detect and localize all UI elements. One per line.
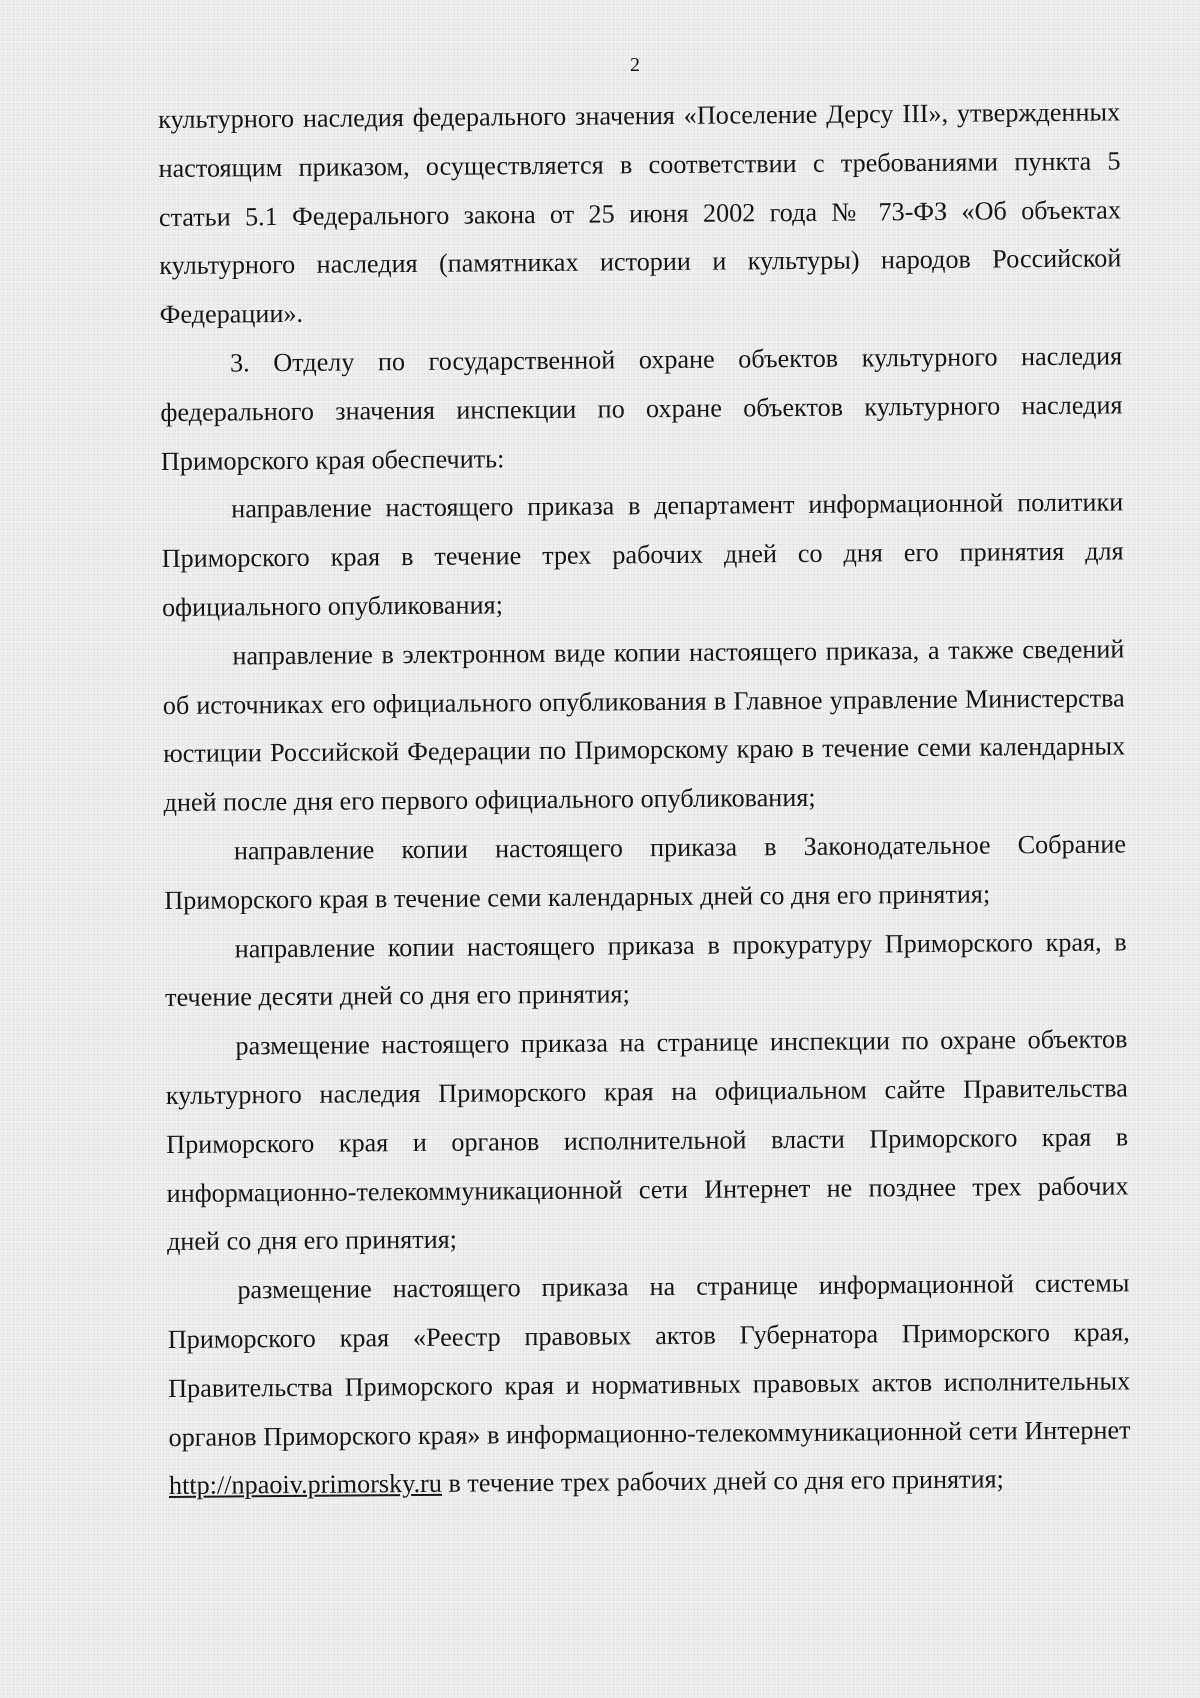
document-body xyxy=(158,88,1131,1511)
registry-text-after-link: в течение трех рабочих дней со дня его принятия; xyxy=(441,1464,1004,1499)
registry-url-link[interactable]: http://npaoiv.primorsky.ru xyxy=(168,1469,443,1501)
registry-text-before-link: размещение настоящего приказа на странице информационной системы Приморского края «Реестр правовых актов Губернатора Приморского края, Правительства Приморского края и нормативных правовых актов исполнительных органов Приморского края» в информационно-телекоммуникационной сети Интернет xyxy=(167,1268,1131,1452)
paragraph-item-legislative-assembly: направление копии настоящего приказа в Законодательное Собрание Приморского края в течение семи календарных дней со дня его принятия; xyxy=(164,829,1127,915)
paragraph-item-website: размещение настоящего приказа на странице инспекции по охране объектов культурного наследия Приморского края на официальном сайте Правительства Приморского края и органов исполнительной власти Приморского края в информационно-телекоммуникационной сети Интернет не позднее трех рабочих дней со дня его принятия; xyxy=(165,1024,1129,1257)
paragraph-item-registry xyxy=(167,1260,1131,1512)
page-number: 2 xyxy=(630,54,640,76)
paragraph-item-justice-ministry: направление в электронном виде копии настоящего приказа, а также сведений об источниках его официального опубликования в Главное управление Министерства юстиции Российской Федерации по Приморскому краю в течение семи календарных дней после дня его первого официального опубликования; xyxy=(162,634,1126,818)
paragraph-section-3: 3. Отделу по государственной охране объектов культурного наследия федерального значения инспекции по охране объектов культурного наследия Приморского края обеспечить: xyxy=(160,341,1123,476)
paragraph-continuation: культурного наследия федерального значения «Поселение Дерсу III», утвержденных настоящим приказом, осуществляется в соответствии с требованиями пункта 5 статьи 5.1 Федерального закона от 25 июня 2002 года № 73-ФЗ «Об объектах культурного наследия (памятниках истории и культуры) народов Российской Федерации». xyxy=(158,97,1122,330)
paragraph-item-prosecutor: направление копии настоящего приказа в прокуратуру Приморского края, в течение десяти дней со дня его принятия; xyxy=(164,926,1127,1013)
paragraph-item-publication: направление настоящего приказа в департамент информационной политики Приморского края в течение трех рабочих дней со дня его принятия для официального опубликования; xyxy=(161,487,1124,622)
